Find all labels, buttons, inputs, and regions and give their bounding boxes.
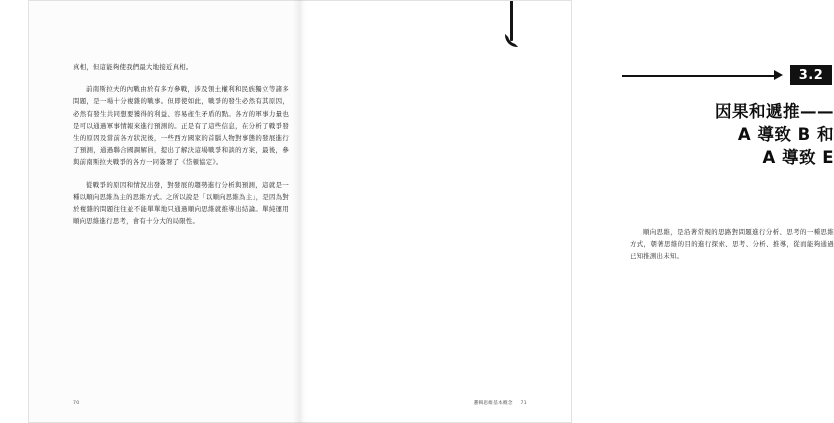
paragraph: 順向思維，是沿著常規的思路對問題進行分析、思考的一種思維方式，朝著思維的目的進行探索、思考、分析、推導，從而能夠通過已知推測出未知。 <box>630 228 834 261</box>
right-page <box>300 0 834 423</box>
paragraph: 從戰爭的原因和情況出發，對發展的趨勢進行分析與預測，這就是一種以順向思維為主的思維方式。之所以說是「以順向思維為主」，是因為對於複雜的問題往往並不能單單地只通過順向思維就推導出結論。單純運用順向思維進行思考，會有十分大的局限性。 <box>73 180 289 226</box>
paragraph: 真相，但這能夠使我們最大地接近真相。 <box>73 63 193 71</box>
page-number: 70 <box>73 401 80 406</box>
bookmark-ribbon-icon <box>505 1 519 53</box>
chapter-title-line: A 導致 E <box>762 148 834 168</box>
chapter-title-line: 因果和遞推—— <box>715 102 834 122</box>
ribbon-hook <box>505 34 518 47</box>
page-number: 71 <box>520 401 527 406</box>
chapter-rule <box>622 75 777 77</box>
chapter-number-badge: 3.2 <box>790 65 832 85</box>
chapter-title-line: A 導致 B 和 <box>737 125 834 145</box>
chapter-arrow-icon <box>774 70 783 80</box>
folio-right <box>474 400 527 406</box>
chapter-title <box>622 100 834 169</box>
right-page-text-column <box>630 226 834 273</box>
running-head: 邏輯思維基本概念 <box>473 401 513 406</box>
left-page-text-column <box>73 61 289 237</box>
left-page <box>28 0 300 423</box>
paragraph: 前南斯拉夫的內戰由於有多方參戰，涉及領土權利和民族獨立等諸多問題，是一場十分複雜的戰事。但即使如此，戰爭的發生必然有其原因，必然有發生共同想要獲得的利益、容易產生矛盾的點。各方的軍事力量也是可以通過軍事情報來進行預測的。正是有了這些信息，在分析了戰爭發生的原因及當前各方狀況後，一些西方國家的首腦人物對事態的發展進行了預測，通過聯合國調解員，提出了解決這場戰爭和談的方案，最後，參與前南斯拉夫戰爭的各方一同簽署了《岱頓協定》。 <box>73 85 289 167</box>
folio-left <box>73 401 79 406</box>
